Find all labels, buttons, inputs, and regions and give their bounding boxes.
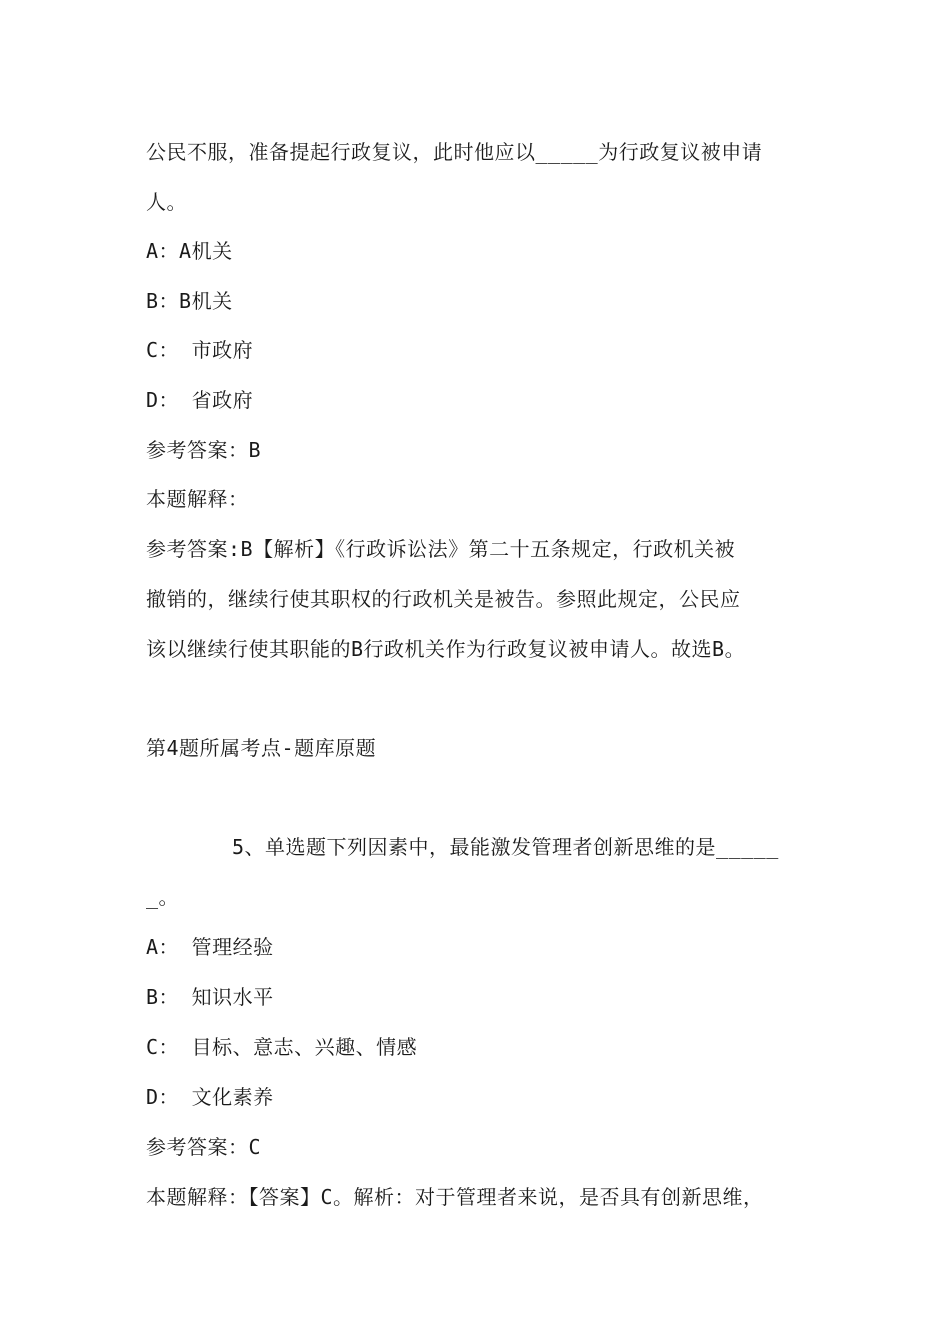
q4-option-b: B：B机关 xyxy=(146,289,233,313)
q4-option-a: A：A机关 xyxy=(146,239,233,263)
q4-stem-line-2: 人。 xyxy=(146,190,187,214)
q5-stem-line-1: 5、单选题下列因素中，最能激发管理者创新思维的是_____ xyxy=(232,835,779,859)
q4-knowledge-point: 第4题所属考点-题库原题 xyxy=(146,736,377,760)
q4-explain-line-2: 撤销的，继续行使其职权的行政机关是被告。参照此规定，公民应 xyxy=(146,587,741,611)
q5-option-d: D： 文化素养 xyxy=(146,1085,274,1109)
q5-option-c: C： 目标、意志、兴趣、情感 xyxy=(146,1035,418,1059)
q4-explain-line-3: 该以继续行使其职能的B行政机关作为行政复议被申请人。故选B。 xyxy=(146,637,746,661)
q5-answer: 参考答案：C xyxy=(146,1135,262,1159)
q4-stem-line-1: 公民不服，准备提起行政复议，此时他应以_____为行政复议被申请 xyxy=(146,140,763,164)
q5-option-a: A： 管理经验 xyxy=(146,935,274,959)
q5-option-b: B： 知识水平 xyxy=(146,985,274,1009)
q4-option-d: D： 省政府 xyxy=(146,388,254,412)
q5-explain-line-1: 本题解释：【答案】C。解析：对于管理者来说，是否具有创新思维， xyxy=(146,1185,764,1209)
q5-stem-line-2: _。 xyxy=(146,885,180,909)
q4-option-c: C： 市政府 xyxy=(146,338,254,362)
q4-explain-line-1: 参考答案:B【解析】《行政诉讼法》第二十五条规定，行政机关被 xyxy=(146,537,736,561)
q4-answer: 参考答案：B xyxy=(146,438,262,462)
q4-explain-label: 本题解释： xyxy=(146,487,249,511)
